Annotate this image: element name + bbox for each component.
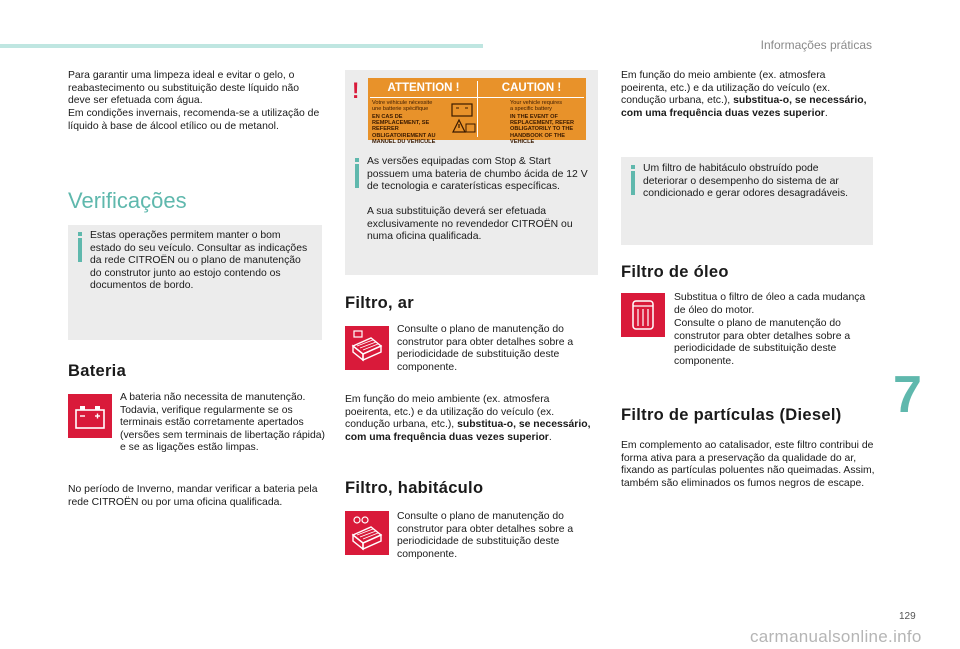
label-attention: ATTENTION !: [387, 82, 460, 94]
bateria-text: A bateria não necessita de manutenção. Todavia, verifique regularmente se os terminais estão corretamente apertados (versões sem terminais de libertação rápida) e se as ligações estão limpas.: [120, 392, 326, 454]
filtro-particulas-heading: Filtro de partículas (Diesel): [621, 406, 842, 424]
battery-warning-label: [368, 78, 586, 145]
header-rule: [0, 44, 483, 48]
cabin-filter-icon: [345, 511, 389, 555]
filtro-habitaculo-heading: Filtro, habitáculo: [345, 479, 484, 497]
battery-icon: [68, 394, 112, 438]
filtro-ar-heading: Filtro, ar: [345, 294, 415, 312]
habitaculo-note-box: [621, 157, 873, 245]
label-caution: CAUTION !: [501, 82, 562, 94]
stopstart-note-2: A sua substituição deverá ser efetuada exclusivamente no revendedor CITROËN ou numa oficina qualificada.: [367, 206, 573, 243]
label-fr-line2: une batterie spécifique: [372, 106, 429, 113]
section-title: Informações práticas: [760, 38, 872, 52]
oil-filter-icon: [621, 293, 665, 337]
bateria-heading: Bateria: [68, 362, 127, 380]
label-en-bold: IN THE EVENT OF REPLACEMENT, REFER OBLIGATORILY TO THE HANDBOOK OF THE VEHICLE: [510, 114, 575, 145]
filtro-habitaculo-text: Consulte o plano de manutenção do construtor para obter detalhes sobre a periodicidade de substituição deste componente.: [397, 511, 574, 560]
intro-text-2: Em condições invernais, recomenda-se a utilização de líquido à base de álcool etílico ou de metanol.: [68, 108, 320, 132]
filtro-oleo-text: Substitua o filtro de óleo a cada mudança de óleo do motor.: [674, 292, 866, 316]
intro-text: Para garantir uma limpeza ideal e evitar o gelo, o reabastecimento ou substituição deste líquido não deve ser efetuada com água.: [68, 70, 300, 107]
watermark: carmanualsonline.info: [750, 627, 922, 646]
label-battery-icon: [447, 102, 477, 134]
habitaculo-note: Um filtro de habitáculo obstruído pode deteriorar o desempenho do sistema de ar condicionado e gerar odores desagradáveis.: [643, 163, 849, 200]
filtro-particulas-text: Em complemento ao catalisador, este filtro contribui de forma ativa para a preservação da qualidade do ar, fixando as partículas poluentes não queimadas. Assim, também são eliminados os fumos negros de escape.: [621, 440, 875, 489]
bateria-winter-text: No período de Inverno, mandar verificar a bateria pela rede CITROËN ou por uma oficina qualificada.: [68, 484, 318, 508]
info-icon: [76, 232, 85, 262]
air-filter-icon: [345, 326, 389, 370]
chapter-number: 7: [893, 366, 922, 424]
filtro-oleo-text-2: Consulte o plano de manutenção do construtor para obter detalhes sobre a periodicidade de substituição deste componente.: [674, 318, 851, 367]
page-number: 129: [899, 611, 916, 622]
verificacoes-heading: Verificações: [68, 188, 187, 213]
verificacoes-note-box: [68, 225, 322, 340]
col3-env-text: Em função do meio ambiente (ex. atmosfera poeirenta, etc.) e da utilização do veículo (ex. condução urbana, etc.), substitua-o, se necessário, com uma frequência duas vezes superior.: [621, 70, 867, 119]
label-fr-bold: EN CAS DE REMPLACEMENT, SE REFERER OBLIGATOIREMENT AU MANUEL DU VEHICULE: [372, 114, 436, 145]
filtro-oleo-heading: Filtro de óleo: [621, 263, 729, 281]
warning-exclamation: !: [352, 78, 360, 103]
info-icon: [353, 158, 362, 188]
label-en-line1: Your vehicle requires: [510, 100, 563, 106]
verificacoes-note: Estas operações permitem manter o bom estado do seu veículo. Consultar as indicações da rede CITROËN ou o plano de manutenção do construtor junto ao estojo contendo os documentos de bordo.: [90, 230, 308, 292]
stopstart-note: As versões equipadas com Stop & Start possuem uma bateria de chumbo ácida de 12 V de tecnologia e caraterísticas específicas.: [367, 156, 588, 193]
filtro-ar-env-text: Em função do meio ambiente (ex. atmosfera poeirenta, etc.) e da utilização do veículo (ex. condução urbana, etc.), substitua-o, se necessário, com uma frequência duas vezes superior.: [345, 394, 591, 443]
label-en-line2: a specific battery: [510, 106, 552, 113]
label-fr-line1: Votre véhicule nécessite: [372, 100, 433, 106]
info-icon: [629, 165, 638, 195]
filtro-ar-text: Consulte o plano de manutenção do construtor para obter detalhes sobre a periodicidade de substituição deste componente.: [397, 324, 574, 373]
